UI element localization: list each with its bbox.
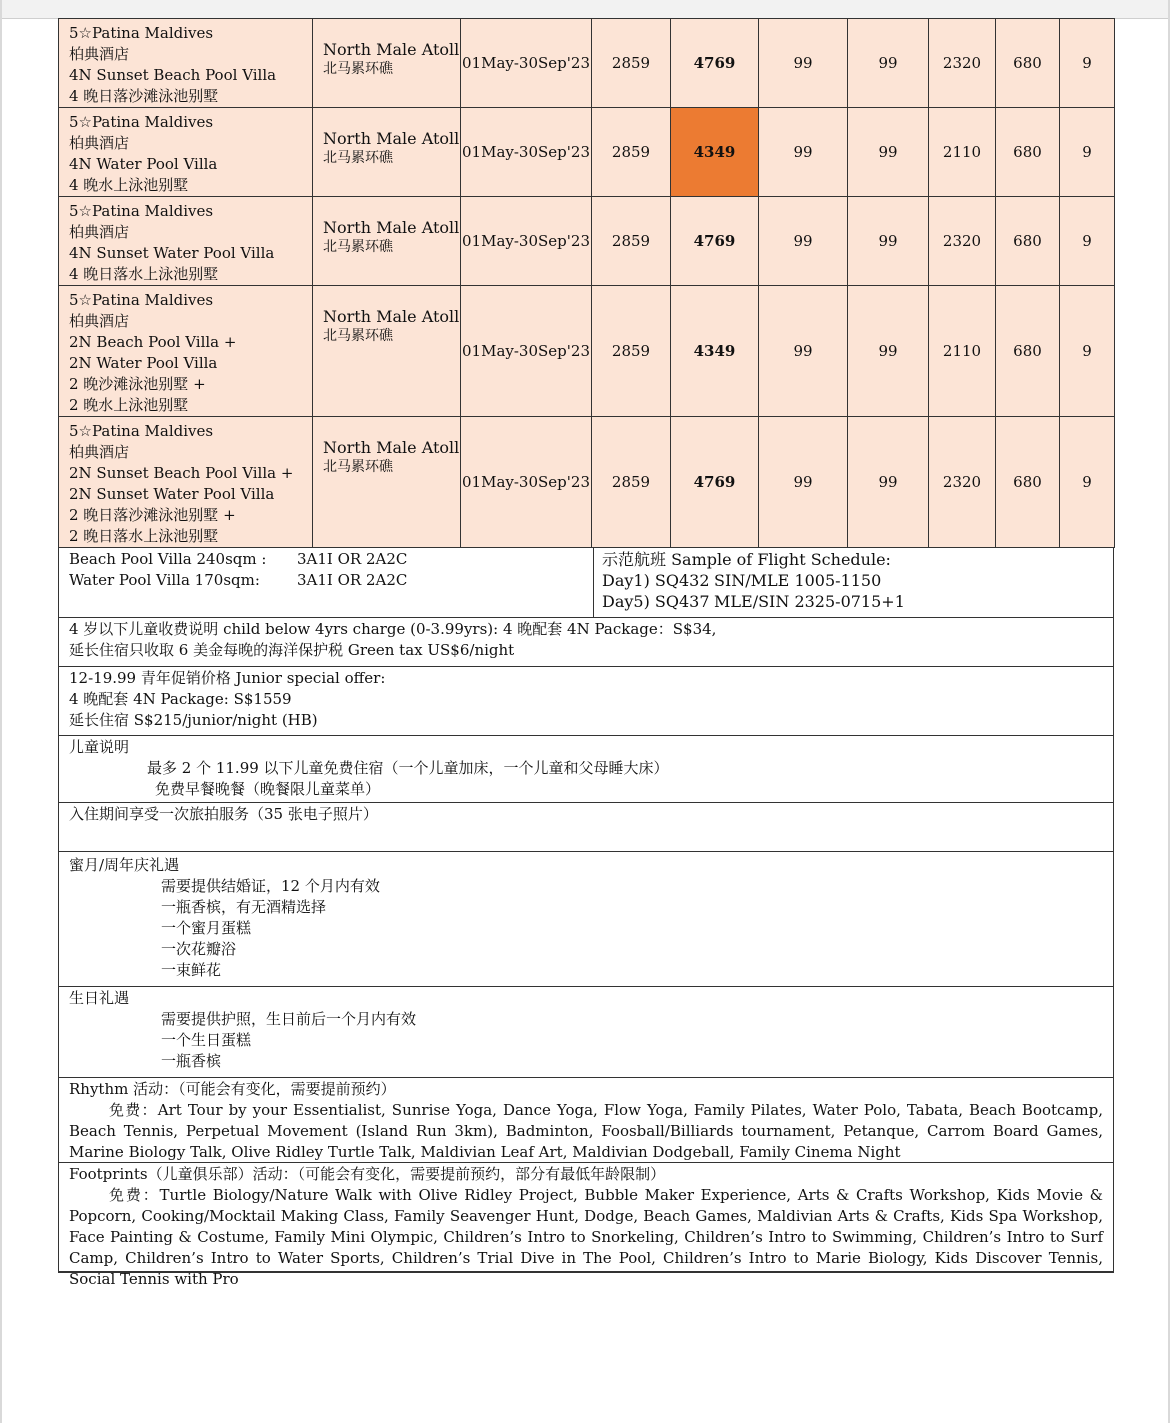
green-tax-line: 延长住宿只收取 6 美金每晚的海洋保护税 Green tax US$6/night [69, 641, 515, 659]
villa-occupancy: 3A1I OR 2A2C [297, 550, 408, 568]
room-type-line: 4 晚日落沙滩泳池别墅 [69, 87, 219, 105]
rate-row [59, 197, 1115, 286]
honeymoon-item: 一次花瓣浴 [161, 940, 237, 958]
rate-cell: 99 [848, 417, 929, 548]
rate-cell: 9 [1060, 286, 1115, 417]
flight-route: MLE/SIN 2325-0715+1 [714, 592, 905, 611]
rate-cell: 680 [996, 19, 1060, 108]
rate-cell: 2320 [929, 417, 996, 548]
flight-day: Day1) SQ432 [602, 571, 710, 590]
period-cell: 01May-30Sep'23 [461, 286, 592, 417]
left-edge [0, 0, 2, 1423]
room-type-line: 4N Sunset Water Pool Villa [69, 244, 275, 262]
photo-service-text: 入住期间享受一次旅拍服务（35 张电子照片） [69, 805, 378, 823]
room-type-line: 2 晚沙滩泳池别墅 + [69, 375, 206, 393]
photo-service-section [58, 803, 1114, 852]
location-cell [313, 19, 461, 108]
villa-sizes [59, 548, 593, 617]
rate-cell: 2110 [929, 108, 996, 197]
period-cell: 01May-30Sep'23 [461, 108, 592, 197]
location-en: North Male Atoll [323, 129, 460, 148]
hotel-cell [59, 19, 313, 108]
rate-row [59, 286, 1115, 417]
rate-cell: 99 [759, 417, 848, 548]
rate-cell: 2859 [592, 108, 671, 197]
children-note-line: 最多 2 个 11.99 以下儿童免费住宿（一个儿童加床，一个儿童和父母睡大床） [147, 759, 669, 777]
rates-table [58, 18, 1115, 548]
rate-cell: 2859 [592, 197, 671, 286]
room-type-line: 2N Sunset Water Pool Villa [69, 485, 275, 503]
location-zh: 北马累环礁 [323, 328, 393, 344]
period-cell: 01May-30Sep'23 [461, 19, 592, 108]
rate-cell: 9 [1060, 19, 1115, 108]
honeymoon-title: 蜜月/周年庆礼遇 [69, 856, 180, 874]
location-en: North Male Atoll [323, 438, 460, 457]
footprints-activities: 免费：Turtle Biology/Nature Walk with Olive Ridley Project, Bubble Maker Experience, Arts & Crafts Workshop, Kids Movie & Popcorn, Cooking/Mocktail Making Class, Family Seavenger Hunt, Dodge, Beach Games, Maldivian Arts & Crafts, Kids Spa Workshop, Face Painting & Costume, Family Mini Olympic, Children’s Intro to Snorkeling, Children’s Intro to Swimming, Children’s Intro to Surf Camp, Children’s Intro to Water Sports, Children’s Trial Dive in The Pool, Children’s Intro to Marie Biology, Kids Discover Tennis, Social Tennis with Pro [69, 1186, 1103, 1288]
location-cell [313, 417, 461, 548]
rate-cell: 680 [996, 286, 1060, 417]
honeymoon-item: 需要提供结婚证，12 个月内有效 [161, 877, 380, 895]
rate-cell: 99 [759, 108, 848, 197]
junior-package: 4 晚配套 4N Package: S$1559 [69, 690, 292, 708]
child-charge-section [58, 618, 1114, 667]
rhythm-title: Rhythm 活动：（可能会有变化，需要提前预约） [69, 1080, 396, 1098]
location-zh: 北马累环礁 [323, 239, 393, 255]
room-type-line: 柏典酒店 [69, 134, 130, 152]
rate-cell: 2859 [592, 19, 671, 108]
room-type-line: 4 晚水上泳池别墅 [69, 176, 189, 194]
period-cell: 01May-30Sep'23 [461, 417, 592, 548]
hotel-cell [59, 197, 313, 286]
villa-size-label: Beach Pool Villa 240sqm : [69, 550, 267, 568]
location-en: North Male Atoll [323, 307, 460, 326]
rate-cell: 99 [848, 108, 929, 197]
rate-cell: 99 [848, 19, 929, 108]
birthday-title: 生日礼遇 [69, 989, 130, 1007]
rate-cell: 680 [996, 108, 1060, 197]
footprints-title: Footprints（儿童俱乐部）活动：（可能会有变化，需要提前预约，部分有最低年龄限制） [69, 1165, 666, 1183]
price-cell: 4349 [671, 286, 759, 417]
hotel-cell [59, 108, 313, 197]
rate-cell: 99 [848, 197, 929, 286]
hotel-name: 5☆Patina Maldives [69, 24, 214, 42]
junior-extension: 延长住宿 S$215/junior/night (HB) [69, 711, 318, 729]
room-type-line: 柏典酒店 [69, 45, 130, 63]
honeymoon-section [58, 852, 1114, 987]
villa-flight-section [58, 548, 1114, 618]
period-cell: 01May-30Sep'23 [461, 197, 592, 286]
hotel-name: 5☆Patina Maldives [69, 291, 214, 309]
rate-cell: 99 [759, 19, 848, 108]
rate-cell: 2859 [592, 286, 671, 417]
birthday-item: 需要提供护照，生日前后一个月内有效 [161, 1010, 417, 1028]
rate-cell: 2110 [929, 286, 996, 417]
villa-size-label: Water Pool Villa 170sqm: [69, 571, 260, 589]
rate-cell: 2859 [592, 417, 671, 548]
room-type-line: 2N Sunset Beach Pool Villa + [69, 464, 294, 482]
rate-cell: 99 [759, 197, 848, 286]
honeymoon-item: 一个蜜月蛋糕 [161, 919, 252, 937]
rate-cell: 2320 [929, 197, 996, 286]
junior-title: 12-19.99 青年促销价格 Junior special offer: [69, 669, 386, 687]
location-en: North Male Atoll [323, 218, 460, 237]
room-type-line: 4N Water Pool Villa [69, 155, 218, 173]
flight-leg [602, 591, 1113, 612]
price-cell: 4349 [671, 108, 759, 197]
rate-cell: 9 [1060, 417, 1115, 548]
villa-size-row [69, 570, 593, 591]
rate-cell: 680 [996, 417, 1060, 548]
rate-cell: 680 [996, 197, 1060, 286]
rate-cell: 99 [848, 286, 929, 417]
location-zh: 北马累环礁 [323, 61, 393, 77]
child-charge-line: 4 岁以下儿童收费说明 child below 4yrs charge (0-3.99yrs): 4 晚配套 4N Package：S$34, [69, 620, 717, 638]
rate-row [59, 108, 1115, 197]
room-type-line: 4N Sunset Beach Pool Villa [69, 66, 277, 84]
location-cell [313, 197, 461, 286]
top-bar [0, 0, 1170, 19]
room-type-line: 柏典酒店 [69, 223, 130, 241]
flight-schedule [593, 548, 1113, 617]
rate-row [59, 417, 1115, 548]
rate-cell: 99 [759, 286, 848, 417]
flight-day: Day5) SQ437 [602, 592, 710, 611]
location-zh: 北马累环礁 [323, 150, 393, 166]
birthday-item: 一个生日蛋糕 [161, 1031, 252, 1049]
rate-cell: 9 [1060, 197, 1115, 286]
hotel-name: 5☆Patina Maldives [69, 422, 214, 440]
footprints-section [58, 1163, 1114, 1288]
price-cell: 4769 [671, 197, 759, 286]
location-zh: 北马累环礁 [323, 459, 393, 475]
honeymoon-item: 一束鲜花 [161, 961, 222, 979]
room-type-line: 2 晚日落沙滩泳池别墅 + [69, 506, 236, 524]
flight-title: 示范航班 Sample of Flight Schedule: [602, 550, 891, 569]
room-type-line: 2N Beach Pool Villa + [69, 333, 237, 351]
room-type-line: 2 晚水上泳池别墅 [69, 396, 189, 414]
children-note-line: 免费早餐晚餐（晚餐限儿童菜单） [155, 780, 381, 798]
room-type-line: 柏典酒店 [69, 443, 130, 461]
birthday-section [58, 987, 1114, 1078]
hotel-name: 5☆Patina Maldives [69, 202, 214, 220]
rhythm-section [58, 1078, 1114, 1163]
flight-leg [602, 570, 1113, 591]
hotel-cell [59, 417, 313, 548]
rate-cell: 2320 [929, 19, 996, 108]
villa-size-row [69, 549, 593, 570]
villa-occupancy: 3A1I OR 2A2C [297, 571, 408, 589]
honeymoon-item: 一瓶香槟，有无酒精选择 [161, 898, 327, 916]
room-type-line: 2N Water Pool Villa [69, 354, 218, 372]
location-cell [313, 108, 461, 197]
rate-cell: 9 [1060, 108, 1115, 197]
room-type-line: 2 晚日落水上泳池别墅 [69, 527, 219, 545]
price-cell: 4769 [671, 417, 759, 548]
rate-sheet [58, 18, 1114, 1288]
children-note-title: 儿童说明 [69, 738, 130, 756]
junior-offer-section [58, 667, 1114, 736]
children-note-section [58, 736, 1114, 803]
hotel-cell [59, 286, 313, 417]
birthday-item: 一瓶香槟 [161, 1052, 222, 1070]
location-en: North Male Atoll [323, 40, 460, 59]
hotel-name: 5☆Patina Maldives [69, 113, 214, 131]
price-cell: 4769 [671, 19, 759, 108]
rate-row [59, 19, 1115, 108]
location-cell [313, 286, 461, 417]
rhythm-activities: 免费：Art Tour by your Essentialist, Sunrise Yoga, Dance Yoga, Flow Yoga, Family Pilates, Water Polo, Tabata, Beach Bootcamp, Beach Tennis, Perpetual Movement (Island Run 3km), Badminton, Foosball/Billiards tournament, Petanque, Carrom Board Games, Marine Biology Talk, Olive Ridley Turtle Talk, Maldivian Leaf Art, Maldivian Dodgeball, Family Cinema Night [69, 1101, 1103, 1161]
room-type-line: 4 晚日落水上泳池别墅 [69, 265, 219, 283]
room-type-line: 柏典酒店 [69, 312, 130, 330]
flight-route: SIN/MLE 1005-1150 [714, 571, 882, 590]
